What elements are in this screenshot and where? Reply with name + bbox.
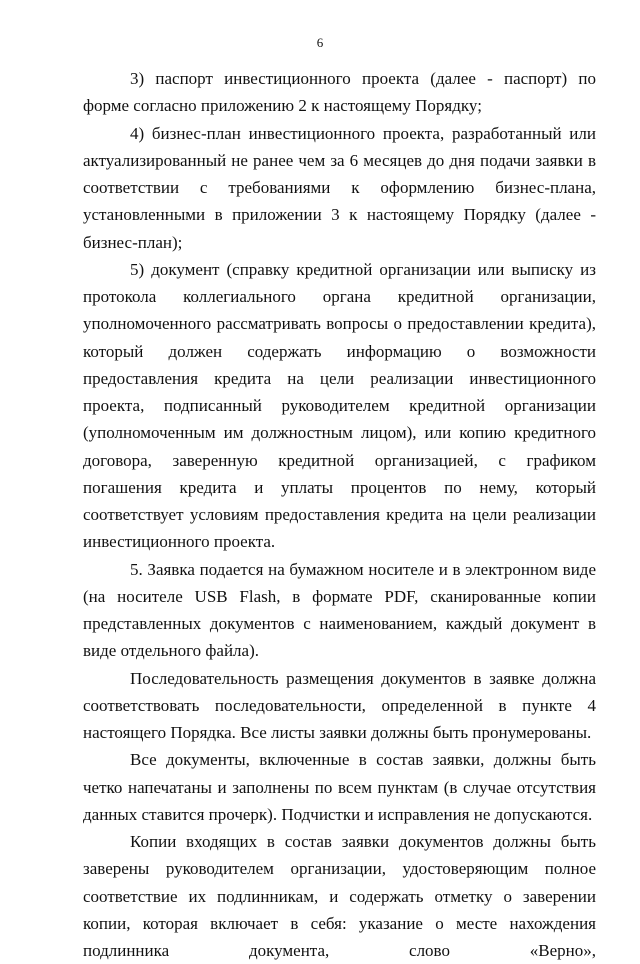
paragraph-item-5: 5) документ (справку кредитной организации или выписку из протокола коллегиального органа кредитной организации, уполномоченного рассматривать вопросы о предоставлении кредита), который должен содержать информацию о возможности предоставления кредита на цели реализации инвестиционного проекта, подписанный руководителем кредитной организации (уполномоченным им должностным лицом), или копию кредитного договора, заверенную кредитной организацией, с графиком погашения кредита и уплаты процентов по нему, который соответствует условиям предоставления кредита на цели реализации инвестиционного проекта.	[83, 259, 596, 552]
paragraph-copies: Копии входящих в состав заявки документов должны быть заверены руководителем организации, удостоверяющим полное соответствие их подлинникам, и содержать отметку о заверении копии, которая включает в себя: указание о месте нахождения подлинника документа, слово «Верно»,	[83, 832, 596, 960]
document-body	[83, 65, 596, 964]
paragraph-point-5: 5. Заявка подается на бумажном носителе и в электронном виде (на носителе USB Flash, в формате PDF, сканированные копии представленных документов с наименованием, каждый документ в виде отдельного файла).	[83, 559, 596, 661]
paragraph-printing: Все документы, включенные в состав заявки, должны быть четко напечатаны и заполнены по всем пунктам (в случае отсутствия данных ставится прочерк). Подчистки и исправления не допускаются.	[83, 750, 596, 824]
paragraph-sequence: Последовательность размещения документов в заявке должна соответствовать последовательности, определенной в пункте 4 настоящего Порядка. Все листы заявки должны быть пронумерованы.	[83, 668, 596, 742]
page-number: 6	[316, 35, 324, 50]
paragraph-item-3: 3) паспорт инвестиционного проекта (далее - паспорт) по форме согласно приложению 2 к настоящему Порядку;	[83, 69, 596, 116]
paragraph-item-4: 4) бизнес-план инвестиционного проекта, разработанный или актуализированный не ранее чем за 6 месяцев до дня подачи заявки в соответствии с требованиями к оформлению бизнес-плана, установленными в приложении 3 к настоящему Порядку (далее - бизнес-план);	[83, 123, 596, 252]
